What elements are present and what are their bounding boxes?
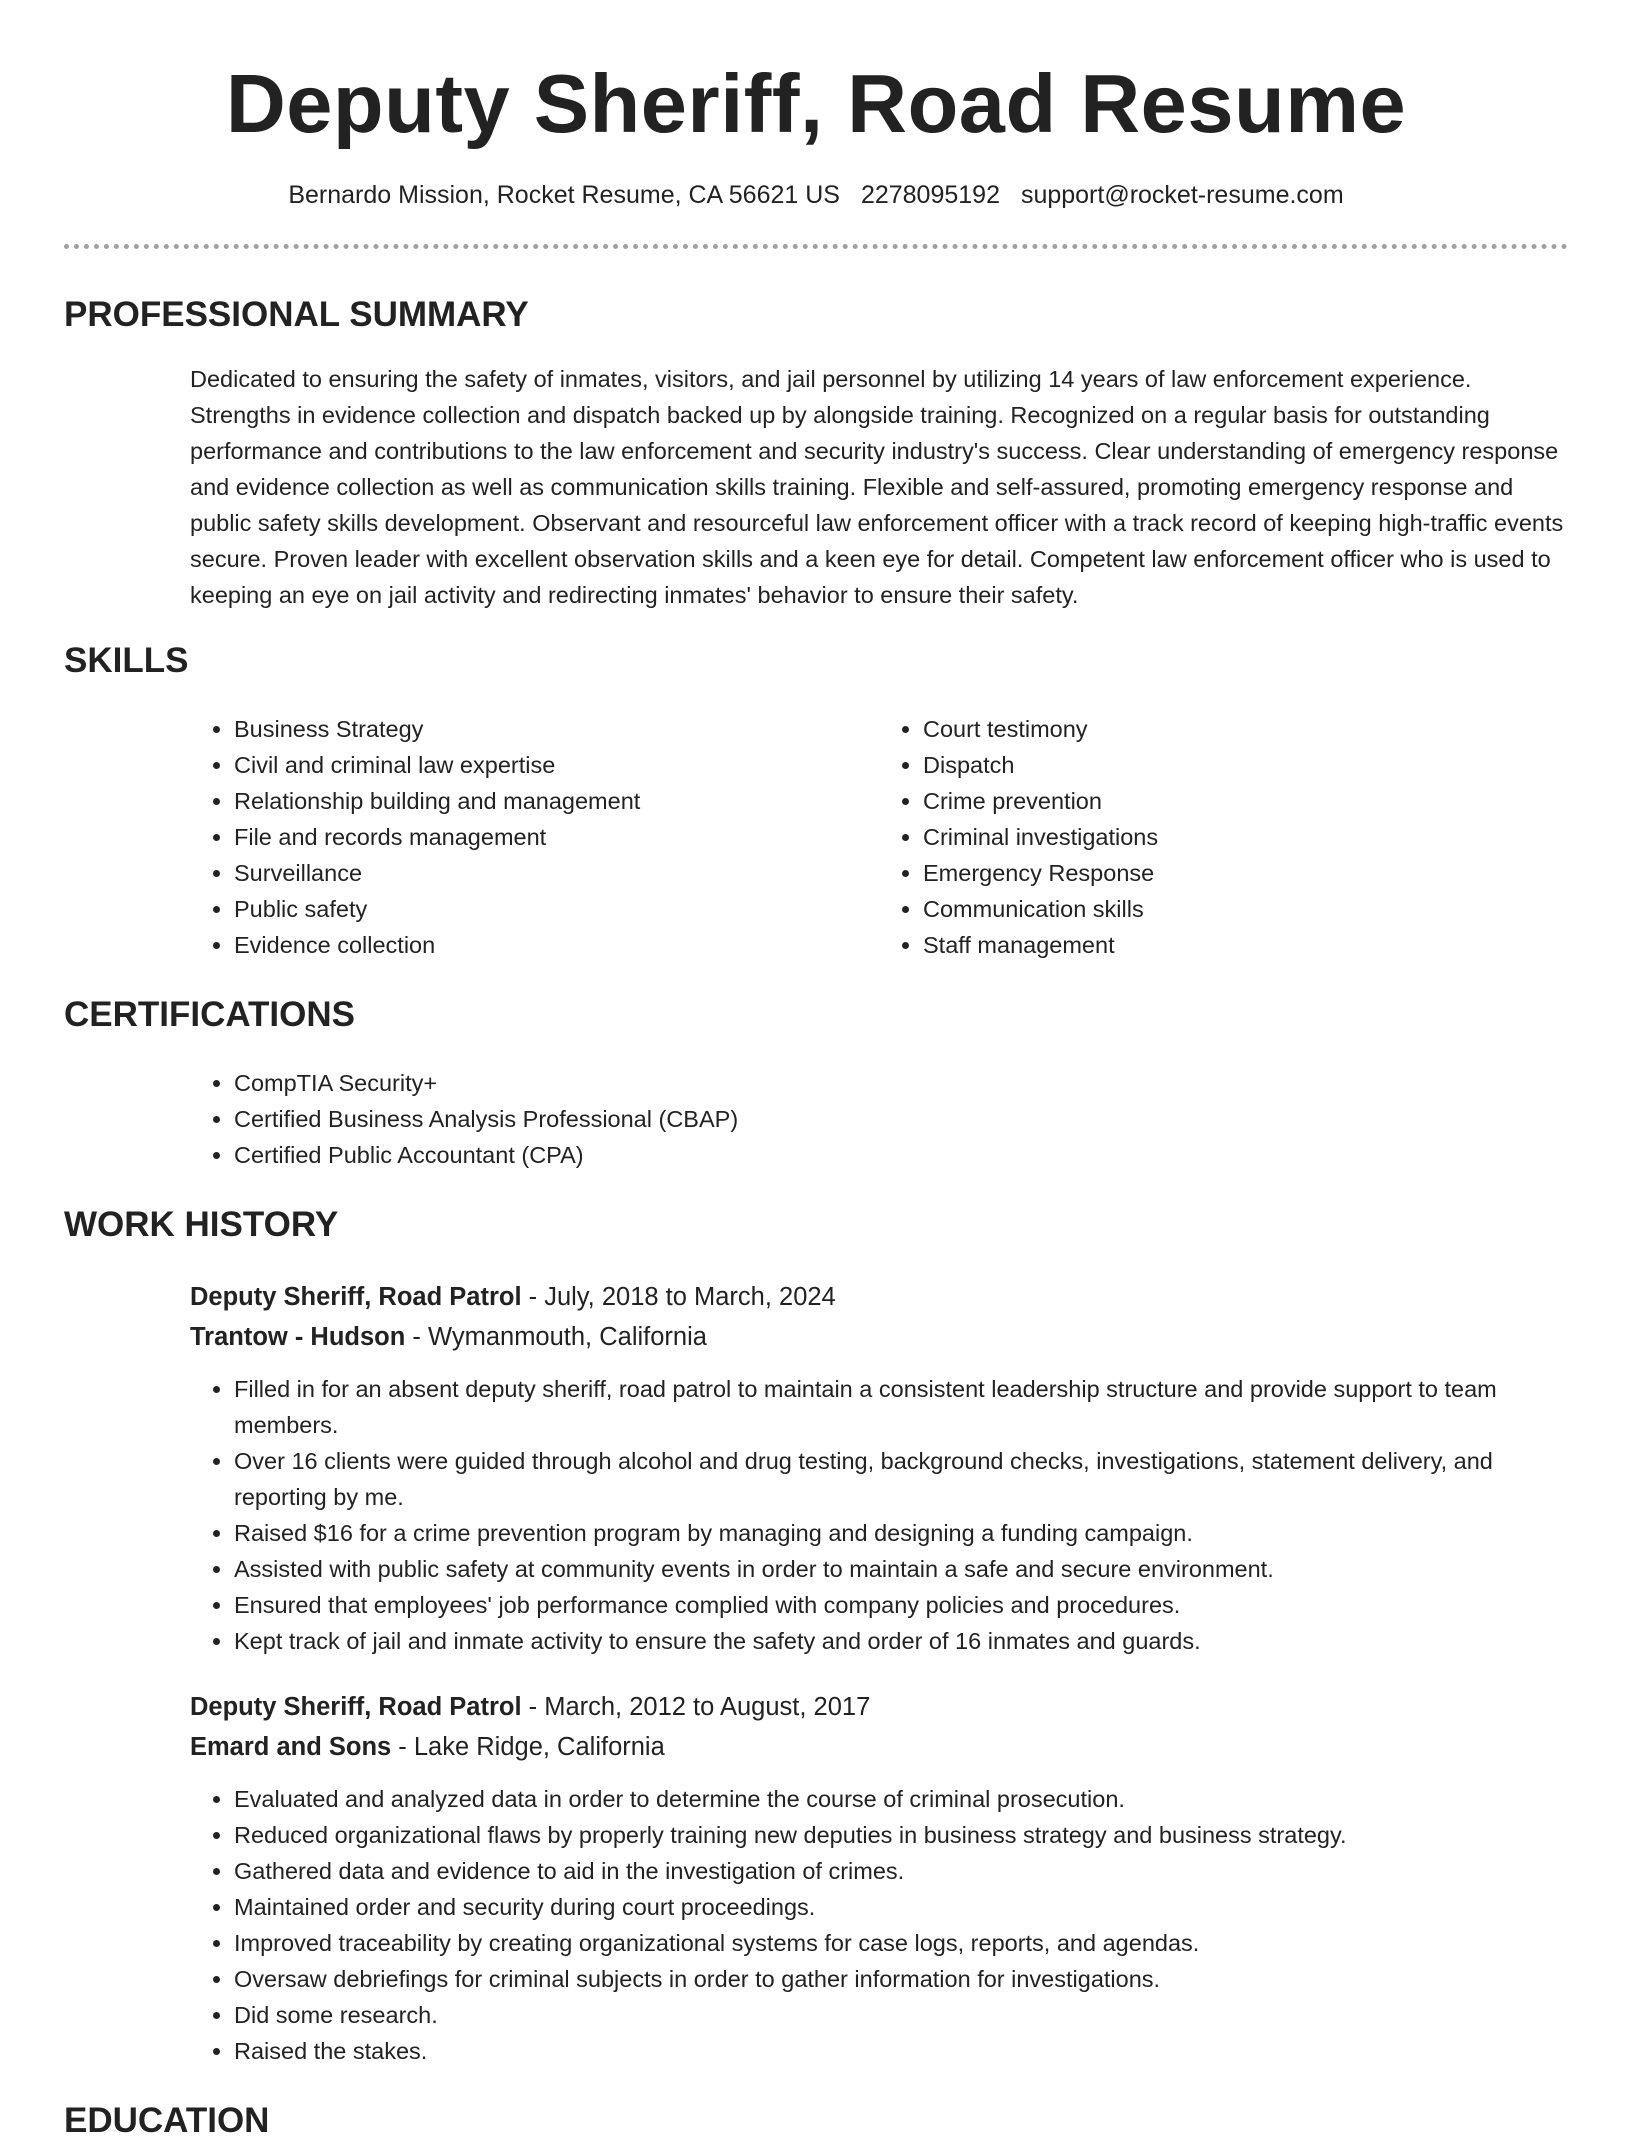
header-divider [64, 244, 1568, 249]
job-bullet: • Reduced organizational flaws by properly training new deputies in business strategy and business strategy. [234, 1817, 1568, 1853]
skill-item: • Court testimony [923, 711, 1568, 747]
skill-item: • Emergency Response [923, 855, 1568, 891]
job-location: - Lake Ridge, California [391, 1733, 665, 1761]
skill-item: • Staff management [923, 927, 1568, 963]
job-bullet: • Improved traceability by creating organizational systems for case logs, reports, and agendas. [234, 1925, 1568, 1961]
job-bullet: • Did some research. [234, 1997, 1568, 2033]
contact-address: Bernardo Mission, Rocket Resume, CA 56621 US [288, 181, 840, 209]
contact-phone: 2278095192 [860, 181, 1000, 209]
section-title-work-history: WORK HISTORY [64, 1205, 339, 1244]
skill-item: • Surveillance [234, 855, 879, 891]
job-bullet: • Kept track of jail and inmate activity to ensure the safety and order of 16 inmates and guards. [234, 1623, 1568, 1659]
skills-list-left [190, 711, 879, 963]
job-dates: - March, 2012 to August, 2017 [521, 1693, 871, 1721]
certification-item: • Certified Business Analysis Professional (CBAP) [234, 1101, 1568, 1137]
job-bullet: • Raised the stakes. [234, 2033, 1568, 2069]
job-company: Emard and Sons [190, 1733, 392, 1761]
skill-item: • Crime prevention [923, 783, 1568, 819]
skills-columns [190, 711, 1568, 963]
job-company: Trantow - Hudson [190, 1323, 406, 1351]
certification-item: • Certified Public Accountant (CPA) [234, 1137, 1568, 1173]
section-title-education: EDUCATION [64, 2101, 270, 2140]
job-bullet: • Maintained order and security during court proceedings. [234, 1889, 1568, 1925]
certifications-block [190, 1065, 1568, 1173]
job-company-line [190, 1317, 1568, 1357]
job-bullet: • Ensured that employees' job performance complied with company policies and procedures. [234, 1587, 1568, 1623]
job-bullet: • Raised $16 for a crime prevention program by managing and designing a funding campaign. [234, 1515, 1568, 1551]
skill-item: • Business Strategy [234, 711, 879, 747]
skill-item: • Relationship building and management [234, 783, 879, 819]
skills-list-right [879, 711, 1568, 963]
job-bullet: • Assisted with public safety at community events in order to maintain a safe and secure environment. [234, 1551, 1568, 1587]
job-bullet: • Gathered data and evidence to aid in the investigation of crimes. [234, 1853, 1568, 1889]
skill-item: • Evidence collection [234, 927, 879, 963]
job-title-line [190, 1687, 1568, 1727]
certifications-list [190, 1065, 1568, 1173]
section-title-certifications: CERTIFICATIONS [64, 995, 356, 1034]
section-title-summary: PROFESSIONAL SUMMARY [64, 295, 529, 334]
job-title-line [190, 1277, 1568, 1317]
job-title: Deputy Sheriff, Road Patrol [190, 1283, 522, 1311]
certification-item: • CompTIA Security+ [234, 1065, 1568, 1101]
job-bullet: • Filled in for an absent deputy sheriff, road patrol to maintain a consistent leadership structure and provide support to team members. [234, 1371, 1568, 1443]
skill-item: • Criminal investigations [923, 819, 1568, 855]
skill-item: • Dispatch [923, 747, 1568, 783]
skill-item: • Civil and criminal law expertise [234, 747, 879, 783]
resume-title: Deputy Sheriff, Road Resume [225, 57, 1407, 150]
section-title-skills: SKILLS [64, 641, 189, 680]
job-company-line [190, 1727, 1568, 1767]
contact-email: support@rocket-resume.com [1020, 181, 1344, 209]
job-dates: - July, 2018 to March, 2024 [521, 1283, 836, 1311]
job-title: Deputy Sheriff, Road Patrol [190, 1693, 522, 1721]
job-bullet: • Over 16 clients were guided through alcohol and drug testing, background checks, investigations, statement delivery, and reporting by me. [234, 1443, 1568, 1515]
contact-line [64, 178, 1568, 212]
job-bullet: • Oversaw debriefings for criminal subjects in order to gather information for investigations. [234, 1961, 1568, 1997]
job-bullets [190, 1781, 1568, 2069]
skill-item: • Communication skills [923, 891, 1568, 927]
job-entry [190, 1687, 1568, 2069]
skill-item: • File and records management [234, 819, 879, 855]
job-bullets [190, 1371, 1568, 1659]
job-entry [190, 1277, 1568, 1659]
job-bullet: • Evaluated and analyzed data in order to determine the course of criminal prosecution. [234, 1781, 1568, 1817]
skill-item: • Public safety [234, 891, 879, 927]
summary-paragraph: Dedicated to ensuring the safety of inmates, visitors, and jail personnel by utilizing 14 years of law enforcement experience. Strengths in evidence collection and dispatch backed up by alongside training. Recognized on a regular basis for outstanding performance and contributions to the law enforcement and security industry's success. Clear understanding of emergency response and evidence collection as well as communication skills training. Flexible and self-assured, promoting emergency response and public safety skills development. Observant and resourceful law enforcement officer with a track record of keeping high-traffic events secure. Proven leader with excellent observation skills and a keen eye for detail. Competent law enforcement officer who is used to keeping an eye on jail activity and redirecting inmates' behavior to ensure their safety. [190, 366, 1564, 608]
job-location: - Wymanmouth, California [405, 1323, 707, 1351]
